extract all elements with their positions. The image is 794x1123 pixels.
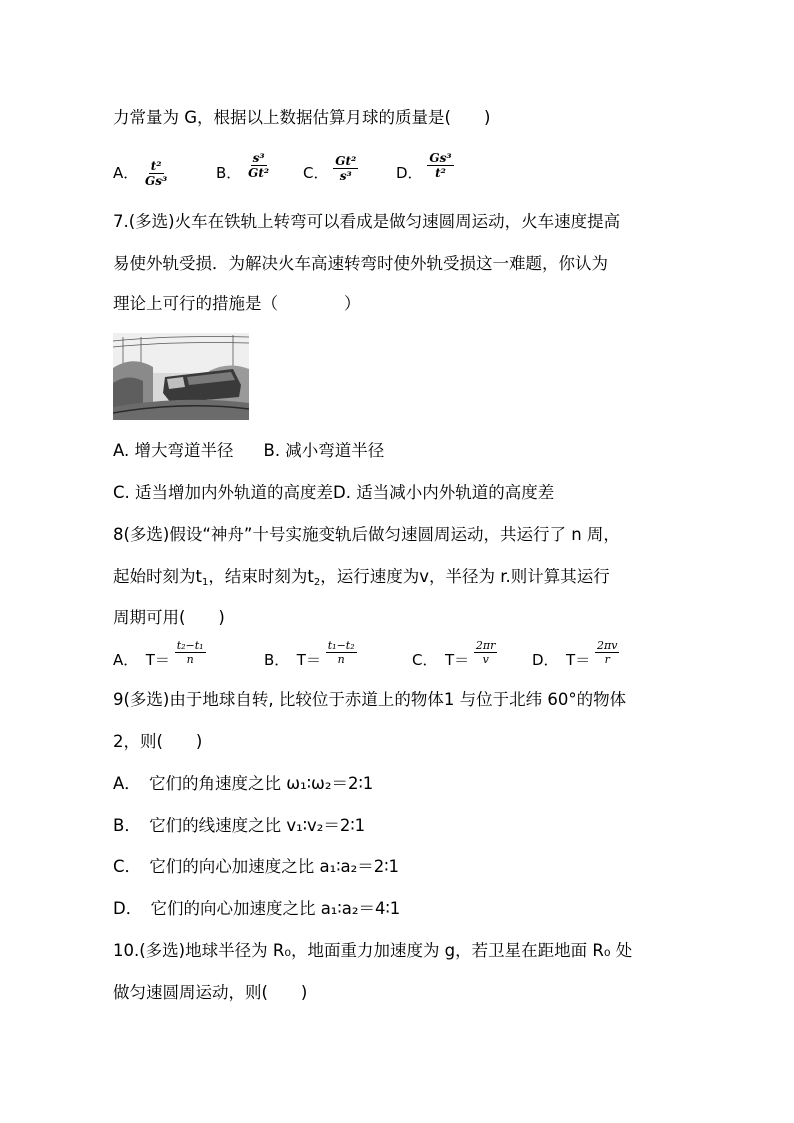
q7-option-b: B. 减小弯道半径 [263, 441, 385, 460]
q6-option-c: C． $\frac{\text{Gt²}}{\text{s³}}$ [303, 154, 357, 183]
q10-line-1: 10.(多选)地球半径为 R₀，地面重力加速度为 g，若卫星在距地面 R₀ 处 [113, 941, 633, 960]
q8-line-1: 8(多选)假设“神舟”十号实施变轨后做匀速圆周运动，共运行了 n 周， [113, 525, 620, 544]
q6-option-a: A． $\frac{\text{t²}}{\text{Gs³}}$ [113, 159, 168, 188]
q6-option-b: B． $\frac{\text{s³}}{\text{Gt²}}$ [216, 151, 270, 182]
q7-line-3: 理论上可行的措施是（ ） [113, 294, 361, 313]
q9-option-a: A． 它们的角速度之比 ω₁∶ω₂＝2∶1 [113, 774, 374, 793]
q9-option-d: D． 它们的向心加速度之比 a₁∶a₂＝4∶1 [113, 899, 401, 918]
q6-text: 力常量为 G，根据以上数据估算月球的质量是( ) [113, 108, 491, 127]
q7-option-c: C. 适当增加内外轨道的高度差 [113, 483, 334, 502]
train-photo [113, 333, 249, 420]
q7-options-ab [113, 441, 384, 461]
q10-line-2: 做匀速圆周运动，则( ) [113, 983, 308, 1002]
q8-option-b: B． T＝ $\frac{\text{t₁−t₂}}{n}$ [264, 639, 355, 669]
q8-option-a: A． T＝ $\frac{\text{t₂−t₁}}{n}$ [113, 639, 204, 669]
q6-option-d: D． $\frac{\text{Gs³}}{\text{t²}}$ [396, 151, 452, 182]
q9-line-1: 9(多选)由于地球自转, 比较位于赤道上的物体1 与位于北纬 60°的物体 [113, 690, 627, 709]
q9-option-c: C． 它们的向心加速度之比 a₁∶a₂＝2∶1 [113, 857, 400, 876]
q9-line-2: 2，则( ) [113, 732, 203, 751]
q7-option-a: A. 增大弯道半径 [113, 441, 234, 460]
q8-option-c: C． T＝ $\frac{2\pi r}{v}$ [412, 639, 496, 669]
q8-line-3: 周期可用( ) [113, 608, 225, 627]
q7-line-1: 7.(多选)火车在铁轨上转弯可以看成是做匀速圆周运动，火车速度提高 [113, 212, 621, 231]
q7-line-2: 易使外轨受损．为解决火车高速转弯时使外轨受损这一难题，你认为 [113, 254, 608, 273]
q8-option-d: D． T＝ $\frac{2\pi v}{r}$ [532, 639, 618, 669]
q7-option-d: D. 适当减小内外轨道的高度差 [333, 483, 555, 502]
q7-options-cd [113, 483, 554, 503]
q8-line-2: 起始时刻为$t_1$，结束时刻为$t_2$，运行速度为v，半径为 r.则计算其运行 [113, 567, 610, 588]
q9-option-b: B． 它们的线速度之比 v₁∶v₂＝2∶1 [113, 816, 366, 835]
